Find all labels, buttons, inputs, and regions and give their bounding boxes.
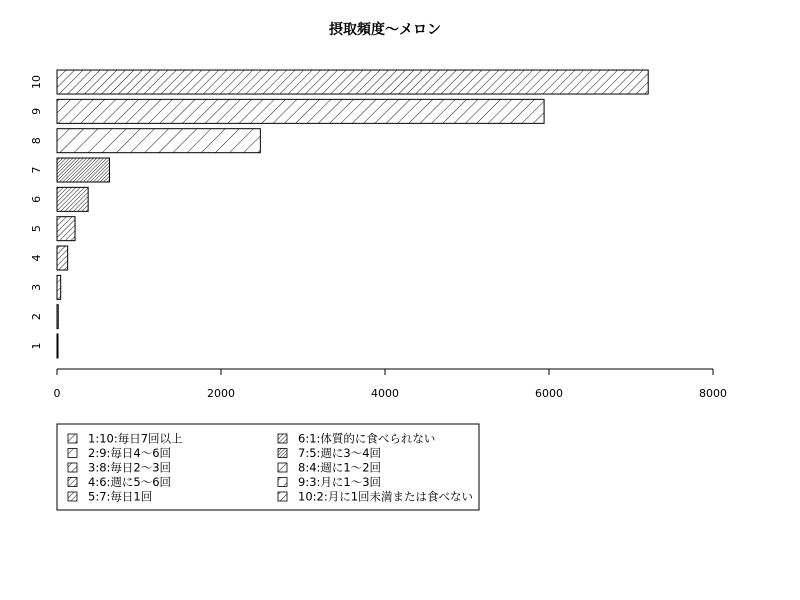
x-tick-label: 6000 <box>535 387 563 400</box>
y-tick-label: 1 <box>30 342 43 350</box>
legend-swatch <box>68 434 77 443</box>
bars <box>57 70 648 358</box>
y-tick-label: 4 <box>30 254 43 262</box>
y-tick-label: 2 <box>30 313 43 321</box>
y-tick-label: 6 <box>30 195 43 203</box>
legend-swatch <box>278 478 287 487</box>
legend-entry: 9:3:月に1～3回 <box>298 475 382 489</box>
y-tick-label: 9 <box>30 107 43 115</box>
x-tick-label: 4000 <box>371 387 399 400</box>
legend-entry: 4:6:週に5～6回 <box>88 475 172 489</box>
legend-entry: 6:1:体質的に食べられない <box>298 431 436 446</box>
x-tick-label: 0 <box>53 387 61 400</box>
bar-7 <box>57 158 109 182</box>
y-tick-label: 8 <box>30 137 43 145</box>
legend-entry: 7:5:週に3～4回 <box>298 446 382 460</box>
bar-3 <box>57 275 61 299</box>
legend-swatch <box>278 449 287 458</box>
y-axis <box>30 75 43 349</box>
y-tick-label: 7 <box>30 166 43 174</box>
legend-entry: 2:9:毎日4～6回 <box>88 446 172 460</box>
legend-entry: 3:8:毎日2～3回 <box>88 460 172 475</box>
legend-entry: 1:10:毎日7回以上 <box>88 431 183 446</box>
legend-swatch <box>68 463 77 472</box>
legend-entry: 10:2:月に1回未満または食べない <box>298 489 474 504</box>
bar-5 <box>57 217 75 241</box>
bar-1 <box>57 334 58 358</box>
y-tick-label: 3 <box>30 283 43 291</box>
y-tick-label: 10 <box>30 75 43 90</box>
legend-swatch <box>68 478 77 487</box>
bar-6 <box>57 187 88 211</box>
legend-swatch <box>278 492 287 501</box>
bar-4 <box>57 246 68 270</box>
x-tick-label: 2000 <box>207 387 235 400</box>
y-tick-label: 5 <box>30 225 43 233</box>
legend-swatch <box>68 492 77 501</box>
legend-entry: 5:7:毎日1回 <box>88 489 153 504</box>
bar-8 <box>57 129 260 153</box>
bar-2 <box>57 305 58 329</box>
bar-9 <box>57 99 544 123</box>
legend-swatch <box>68 449 77 458</box>
legend-swatch <box>278 434 287 443</box>
bar-10 <box>57 70 648 94</box>
x-axis <box>54 369 728 400</box>
x-tick-label: 8000 <box>699 387 727 400</box>
chart-title: 摂取頻度～メロン <box>329 22 441 38</box>
legend-entry: 8:4:週に1～2回 <box>298 460 382 475</box>
legend-swatch <box>278 463 287 472</box>
legend <box>57 424 479 510</box>
